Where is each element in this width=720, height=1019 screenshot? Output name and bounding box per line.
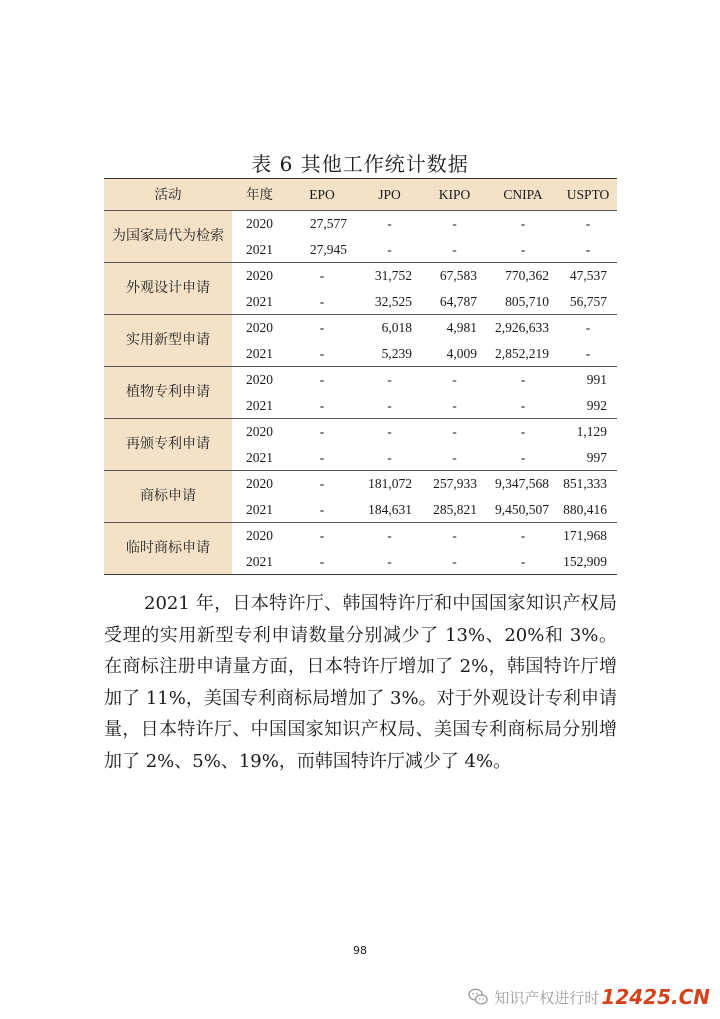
value-cell: - — [452, 449, 457, 465]
value-cell: 992 — [586, 397, 607, 413]
wechat-icon — [468, 988, 488, 1006]
year-cell: 2021 — [246, 553, 273, 569]
value-cell: - — [319, 424, 325, 439]
value-cell: - — [319, 553, 325, 569]
value-cell: 181,072 — [368, 476, 412, 491]
value-cell: 770,362 — [505, 268, 549, 283]
value-cell: - — [452, 553, 457, 569]
activity-cell: 再颁专利申请 — [104, 419, 232, 471]
value-cell: 31,752 — [374, 268, 412, 283]
activity-cell: 为国家局代为检索 — [104, 211, 232, 263]
value-cell: - — [319, 449, 325, 465]
value-cell: - — [520, 553, 526, 569]
value-cell: - — [387, 553, 392, 569]
table-row — [104, 523, 617, 549]
table-header — [104, 179, 617, 211]
value-cell: - — [387, 449, 392, 465]
value-cell: 67,583 — [439, 268, 477, 283]
year-cell: 2021 — [246, 449, 273, 465]
value-cell: 851,333 — [563, 476, 607, 491]
value-cell: 152,909 — [563, 553, 607, 569]
table-title: 表 6 其他工作统计数据 — [251, 152, 469, 176]
value-cell: 32,525 — [374, 293, 412, 309]
table-group — [104, 471, 617, 523]
table-group — [104, 315, 617, 367]
value-cell: 285,821 — [433, 501, 477, 517]
value-cell: - — [319, 397, 325, 413]
value-cell: 64,787 — [439, 293, 477, 309]
value-cell: - — [387, 424, 392, 439]
activity-cell: 实用新型申请 — [104, 315, 232, 367]
statistics-table-container — [104, 178, 617, 575]
table-group — [104, 523, 617, 575]
activity-cell: 外观设计申请 — [104, 263, 232, 315]
year-cell: 2020 — [246, 268, 273, 283]
value-cell: - — [452, 372, 457, 387]
year-cell: 2020 — [246, 372, 273, 387]
table-row — [104, 419, 617, 445]
year-cell: 2020 — [246, 424, 273, 439]
col-header-activity: 活动 — [104, 179, 232, 211]
value-cell: - — [585, 345, 591, 361]
year-cell: 2020 — [246, 476, 273, 491]
table-group — [104, 263, 617, 315]
table-row — [104, 471, 617, 497]
activity-cell: 植物专利申请 — [104, 367, 232, 419]
value-cell: - — [387, 216, 392, 231]
value-cell: - — [520, 424, 526, 439]
paragraph-text: 2021 年，日本特许厅、韩国特许厅和中国国家知识产权局受理的实用新型专利申请数量分别减少了 13%、20%和 3%。在商标注册申请量方面，日本特许厅增加了 2%，韩国特许厅增加了 11%，美国专利商标局增加了 3%。对于外观设计专利申请量，日本特许厅、中国国家知识产权局、美国专利商标局分别增加了 2%、5%、19%，而韩国特许厅减少了 4%。 — [104, 593, 617, 772]
activity-cell: 临时商标申请 — [104, 523, 232, 575]
col-header-jpo: JPO — [357, 179, 422, 211]
value-cell: - — [319, 528, 325, 543]
value-cell: 997 — [586, 449, 607, 465]
activity-cell: 商标申请 — [104, 471, 232, 523]
value-cell: 27,945 — [309, 241, 347, 257]
value-cell: 880,416 — [563, 501, 607, 517]
value-cell: - — [452, 424, 457, 439]
value-cell: 56,757 — [569, 293, 607, 309]
year-cell: 2021 — [246, 241, 273, 257]
value-cell: - — [319, 268, 325, 283]
value-cell: 47,537 — [569, 268, 607, 283]
value-cell: - — [319, 320, 325, 335]
value-cell: - — [387, 241, 392, 257]
page-number: 98 — [353, 944, 367, 957]
value-cell: - — [520, 372, 526, 387]
year-cell: 2021 — [246, 397, 273, 413]
table-row — [104, 211, 617, 237]
value-cell: 27,577 — [309, 216, 347, 231]
value-cell: - — [319, 293, 325, 309]
col-header-year: 年度 — [232, 179, 287, 211]
value-cell: 184,631 — [368, 501, 412, 517]
table-row — [104, 315, 617, 341]
col-header-kipo: KIPO — [422, 179, 487, 211]
year-cell: 2020 — [246, 320, 273, 335]
value-cell: 991 — [586, 372, 607, 387]
value-cell: - — [520, 241, 526, 257]
value-cell: 4,009 — [446, 345, 477, 361]
value-cell: - — [452, 216, 457, 231]
watermark-account: 知识产权进行时 — [494, 988, 600, 1007]
value-cell: - — [319, 372, 325, 387]
value-cell: - — [452, 528, 457, 543]
value-cell: - — [452, 241, 457, 257]
value-cell: 805,710 — [505, 293, 549, 309]
year-cell: 2020 — [246, 528, 273, 543]
value-cell: - — [387, 528, 392, 543]
value-cell: 2,926,633 — [495, 320, 549, 335]
value-cell: 2,852,219 — [495, 345, 549, 361]
table-row — [104, 263, 617, 289]
value-cell: - — [520, 397, 526, 413]
value-cell: 1,129 — [576, 424, 607, 439]
watermark-site: 12425.CN — [601, 985, 710, 1009]
value-cell: 4,981 — [446, 320, 477, 335]
value-cell: 9,347,568 — [495, 476, 549, 491]
value-cell: - — [319, 476, 325, 491]
year-cell: 2021 — [246, 501, 273, 517]
table-group — [104, 367, 617, 419]
col-header-uspto: USPTO — [559, 179, 617, 211]
value-cell: - — [585, 216, 591, 231]
value-cell: 6,018 — [381, 320, 412, 335]
value-cell: - — [319, 501, 325, 517]
value-cell: 171,968 — [563, 528, 607, 543]
value-cell: - — [452, 397, 457, 413]
body-paragraph — [104, 588, 617, 777]
year-cell: 2021 — [246, 293, 273, 309]
value-cell: - — [520, 528, 526, 543]
value-cell: 9,450,507 — [495, 501, 549, 517]
table-row — [104, 367, 617, 393]
value-cell: - — [585, 241, 591, 257]
value-cell: - — [585, 320, 591, 335]
year-cell: 2020 — [246, 216, 273, 231]
table-group — [104, 419, 617, 471]
col-header-cnipa: CNIPA — [487, 179, 559, 211]
value-cell: 257,933 — [433, 476, 477, 491]
value-cell: - — [387, 372, 392, 387]
value-cell: 5,239 — [381, 345, 412, 361]
statistics-table — [104, 178, 617, 575]
value-cell: - — [520, 216, 526, 231]
year-cell: 2021 — [246, 345, 273, 361]
watermark — [468, 983, 710, 1011]
col-header-epo: EPO — [287, 179, 357, 211]
value-cell: - — [387, 397, 392, 413]
table-group — [104, 211, 617, 263]
value-cell: - — [520, 449, 526, 465]
value-cell: - — [319, 345, 325, 361]
